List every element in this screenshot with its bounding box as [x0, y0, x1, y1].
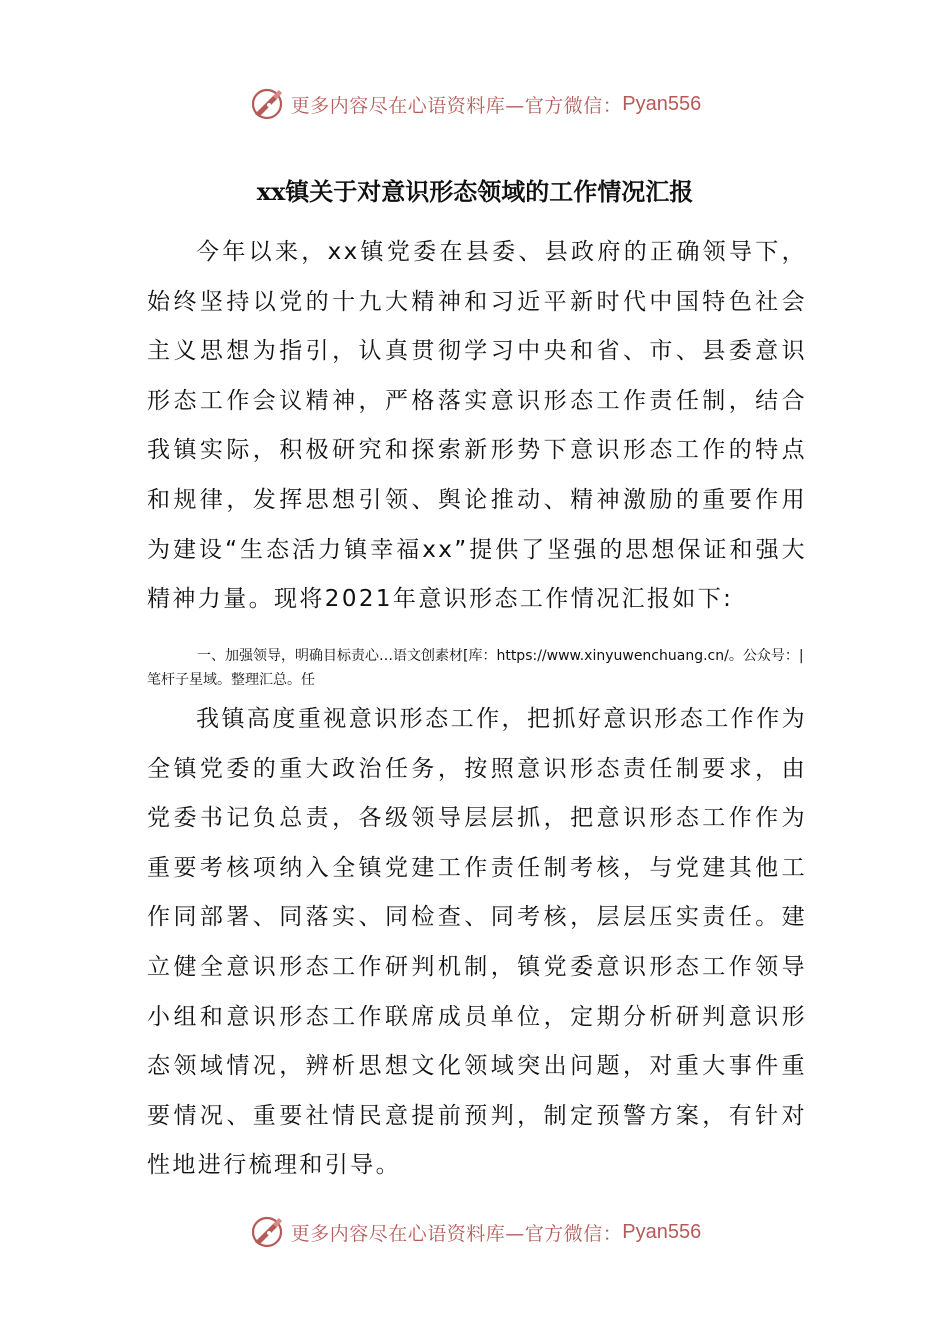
pen-circle-logo-icon — [249, 1214, 285, 1250]
watermark-footer — [0, 1212, 950, 1252]
document-title: xx镇关于对意识形态领域的工作情况汇报 — [256, 177, 694, 206]
watermark-text: 更多内容尽在心语资料库—官方微信： — [290, 1222, 623, 1245]
watermark-text: 更多内容尽在心语资料库—官方微信： — [290, 94, 623, 117]
watermark-header — [0, 84, 950, 124]
watermark-wechat-id: Pyan556 — [622, 92, 702, 115]
pen-circle-logo-icon — [249, 86, 285, 122]
paragraph-intro: 今年以来，xx镇党委在县委、县政府的正确领导下，始终坚持以党的十九大精神和习近平新时代中国特色社会主义思想为指引，认真贯彻学习中央和省、市、县委意识形态工作会议精神，严格落实意识形态工作责任制，结合我镇实际，积极研究和探索新形势下意识形态工作的特点和规律，发挥思想引领、舆论推动、精神激励的重要作用为建设“生态活力镇幸福xx”提供了坚强的思想保证和强大精神力量。现将2021年意识形态工作情况汇报如下: — [147, 239, 807, 613]
paragraph-leadership: 我镇高度重视意识形态工作，把抓好意识形态工作作为全镇党委的重大政治任务，按照意识形态责任制要求，由党委书记负总责，各级领导层层抓，把意识形态工作作为重要考核项纳入全镇党建工作责任制考核，与党建其他工作同部署、同落实、同检查、同考核，层层压实责任。建立健全意识形态工作研判机制，镇党委意识形态工作领导小组和意识形态工作联席成员单位，定期分析研判意识形态领域情况，辨析思想文化领域突出问题，对重大事件重要情况、重要社情民意提前预判，制定预警方案，有针对性地进行梳理和引导。 — [147, 706, 807, 1179]
section-heading-note: 一、加强领导，明确目标责心…语文创素材[库：https://www.xinyuwenchuang.cn/。公众号：|笔杆子星域。整理汇总。任 — [147, 648, 804, 688]
watermark-wechat-id: Pyan556 — [622, 1220, 702, 1243]
